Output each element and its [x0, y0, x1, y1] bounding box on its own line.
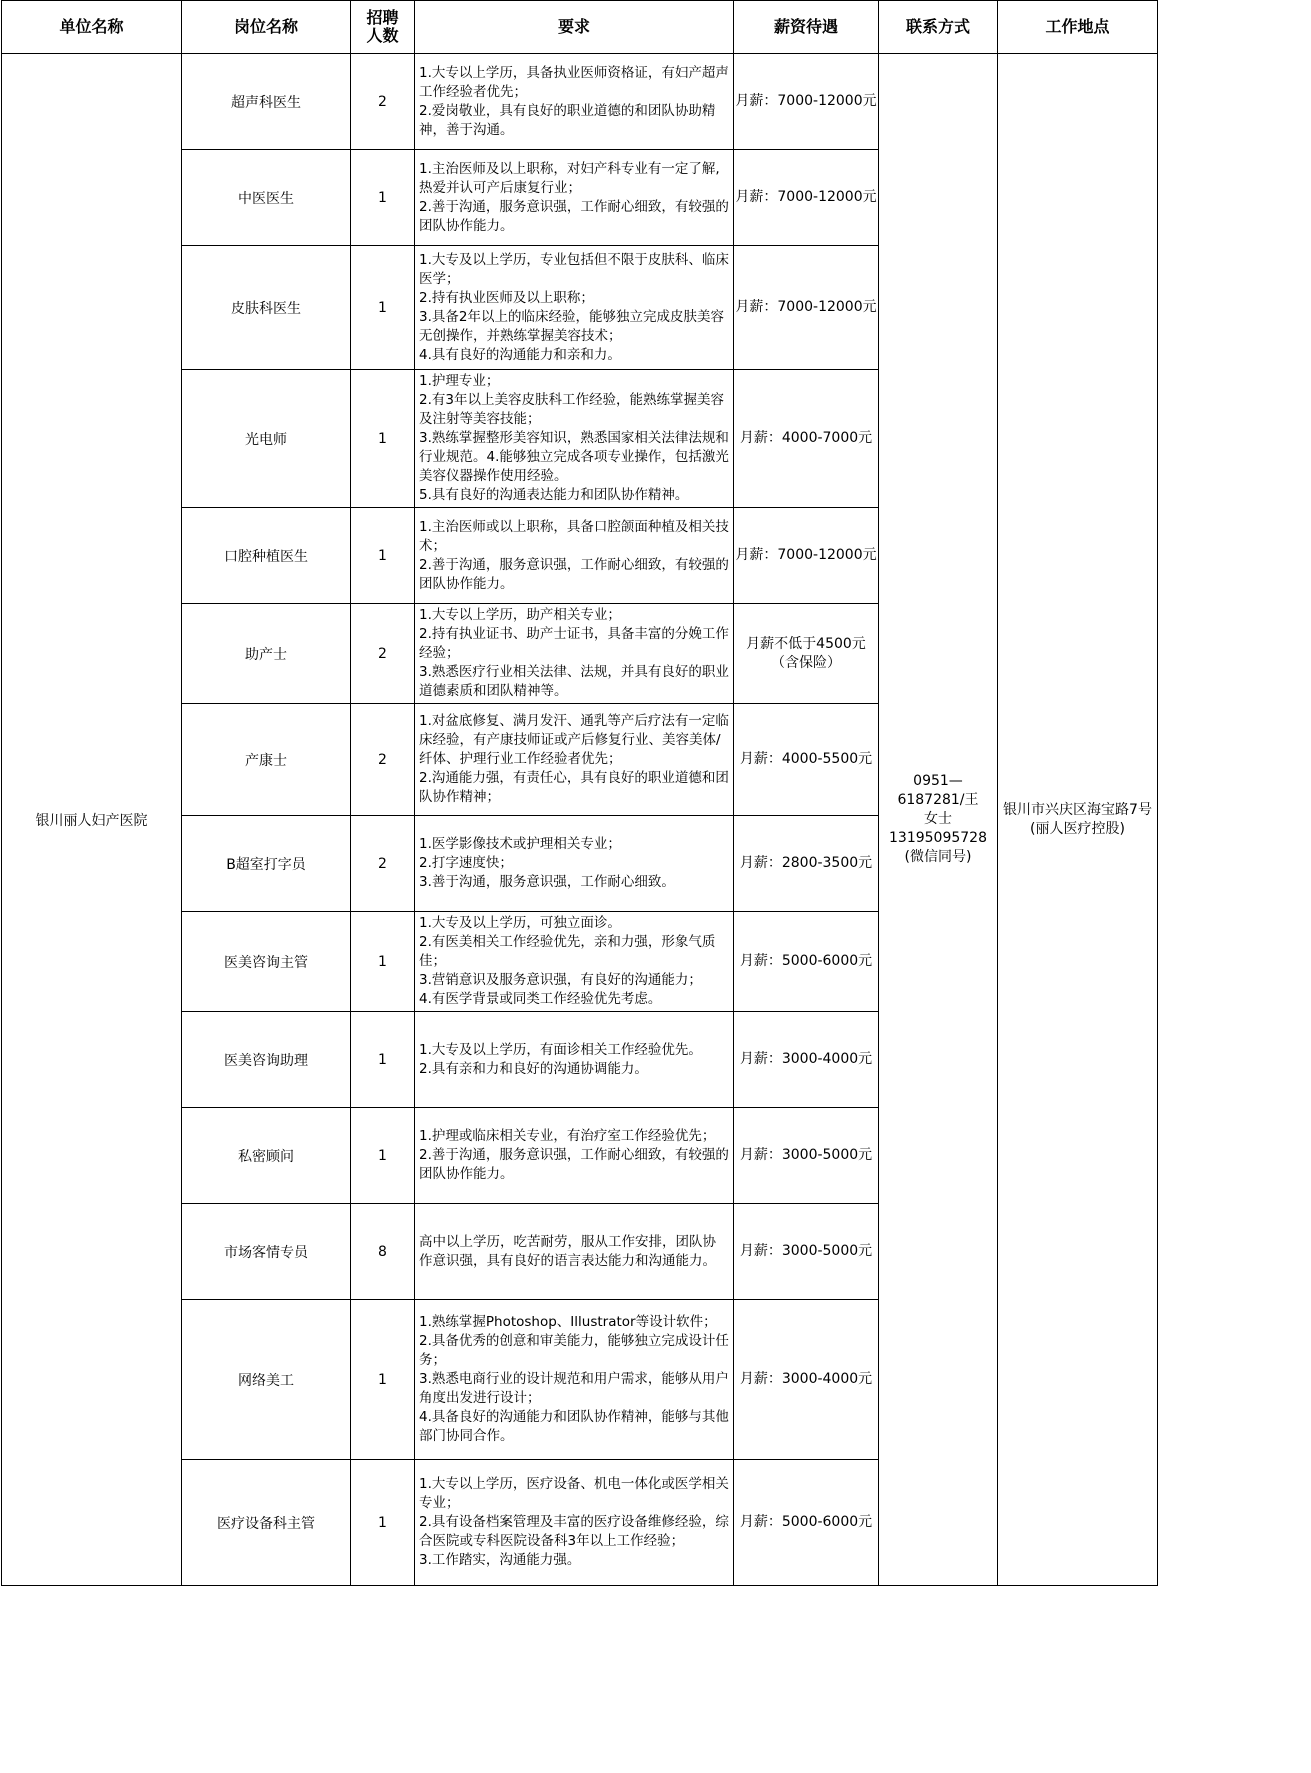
- salary-cell: [734, 508, 879, 604]
- position-name: 医美咨询助理: [182, 1012, 351, 1108]
- position-count: 1: [351, 508, 415, 604]
- requirement-line: 1.主治医师及以上职称，对妇产科专业有一定了解,热爱并认可产后康复行业；: [419, 160, 720, 196]
- requirements-cell: [415, 1108, 734, 1204]
- header-unit: 单位名称: [2, 1, 182, 54]
- position-name: 超声科医生: [182, 54, 351, 150]
- salary-line: 月薪：3000-5000元: [739, 1147, 873, 1163]
- position-count: 8: [351, 1204, 415, 1300]
- work-location: [998, 54, 1158, 1586]
- requirement-line: 4.具备良好的沟通能力和团队协作精神，能够与其他部门协同合作。: [419, 1409, 729, 1444]
- salary-line: 月薪：7000-12000元: [735, 189, 877, 205]
- position-count: 2: [351, 604, 415, 704]
- position-count: 1: [351, 246, 415, 370]
- salary-cell: [734, 704, 879, 816]
- requirements-cell: [415, 150, 734, 246]
- position-count: 1: [351, 1108, 415, 1204]
- position-name: 口腔种植医生: [182, 508, 351, 604]
- position-name: 私密顾问: [182, 1108, 351, 1204]
- salary-cell: [734, 604, 879, 704]
- requirements-cell: [415, 1012, 734, 1108]
- unit-name: 银川丽人妇产医院: [2, 54, 182, 1586]
- requirement-line: 4.有医学背景或同类工作经验优先考虑。: [419, 991, 662, 1007]
- requirement-line: 1.主治医师或以上职称，具备口腔颌面种植及相关技术；: [419, 518, 729, 554]
- requirements-cell: [415, 912, 734, 1012]
- position-name: 皮肤科医生: [182, 246, 351, 370]
- contact-info: [879, 54, 998, 1586]
- requirement-line: 2.爱岗敬业，具有良好的职业道德的和团队协助精神，善于沟通。: [419, 102, 716, 138]
- position-name: 网络美工: [182, 1300, 351, 1460]
- contact-line: 女士13195095728: [889, 811, 987, 846]
- position-name: 医美咨询主管: [182, 912, 351, 1012]
- requirement-line: 3.具备2年以上的临床经验，能够独立完成皮肤美容无创操作，并熟练掌握美容技术；: [419, 308, 724, 344]
- requirement-line: 2.具备优秀的创意和审美能力，能够独立完成设计任务；: [419, 1333, 729, 1368]
- requirement-line: 3.营销意识及服务意识强，有良好的沟通能力；: [419, 972, 702, 988]
- requirement-line: 1.大专以上学历，助产相关专业；: [419, 607, 621, 623]
- position-name: 光电师: [182, 370, 351, 508]
- requirements-cell: [415, 1204, 734, 1300]
- location-line: (丽人医疗控股): [1030, 820, 1125, 837]
- position-count: 1: [351, 1300, 415, 1460]
- salary-line: 月薪不低于4500元: [746, 635, 866, 652]
- requirement-line: 4.具有良好的沟通能力和亲和力。: [419, 346, 621, 363]
- requirement-line: 1.护理专业；: [419, 373, 500, 389]
- salary-line: 月薪：7000-12000元: [735, 547, 877, 563]
- header-count-line1: 招聘: [366, 8, 399, 27]
- requirement-line: 1.大专及以上学历，可独立面诊。: [419, 915, 621, 931]
- header-count-line2: 人数: [366, 26, 399, 45]
- requirements-cell: [415, 54, 734, 150]
- requirements-cell: [415, 508, 734, 604]
- requirements-cell: [415, 816, 734, 912]
- header-contact: 联系方式: [879, 1, 998, 54]
- requirement-line: 1.大专及以上学历，专业包括但不限于皮肤科、临床医学；: [419, 251, 729, 287]
- requirement-line: 5.具有良好的沟通表达能力和团队协作精神。: [419, 487, 689, 503]
- job-table: [1, 0, 1311, 1586]
- table-row: [2, 54, 1311, 150]
- requirement-line: 3.熟悉电商行业的设计规范和用户需求，能够从用户角度出发进行设计；: [419, 1371, 729, 1406]
- requirements-cell: [415, 704, 734, 816]
- contact-line: 0951—6187281/王: [897, 773, 979, 808]
- salary-cell: [734, 54, 879, 150]
- requirement-line: 3.善于沟通，服务意识强，工作耐心细致。: [419, 874, 675, 890]
- position-count: 2: [351, 54, 415, 150]
- salary-line: 月薪：4000-5500元: [739, 751, 873, 767]
- requirements-cell: [415, 1460, 734, 1586]
- header-count: [351, 1, 415, 54]
- requirement-line: 2.有医美相关工作经验优先，亲和力强，形象气质佳；: [419, 934, 716, 969]
- requirement-line: 3.熟悉医疗行业相关法律、法规，并具有良好的职业道德素质和团队精神等。: [419, 664, 729, 699]
- requirements-cell: [415, 604, 734, 704]
- requirement-line: 1.大专以上学历，医疗设备、机电一体化或医学相关专业；: [419, 1476, 729, 1511]
- salary-line: 月薪：2800-3500元: [739, 855, 873, 871]
- salary-line: 月薪：3000-4000元: [739, 1371, 873, 1387]
- position-name: 助产士: [182, 604, 351, 704]
- header-requirements: 要求: [415, 1, 734, 54]
- position-name: 中医医生: [182, 150, 351, 246]
- requirement-line: 2.沟通能力强，有责任心，具有良好的职业道德和团队协作精神；: [419, 770, 729, 805]
- salary-cell: [734, 912, 879, 1012]
- requirement-line: 2.持有执业医师及以上职称；: [419, 289, 594, 306]
- position-count: 2: [351, 704, 415, 816]
- salary-cell: [734, 370, 879, 508]
- position-count: 1: [351, 912, 415, 1012]
- requirement-line: 2.有3年以上美容皮肤科工作经验，能熟练掌握美容及注射等美容技能；: [419, 392, 724, 427]
- requirement-line: 2.善于沟通，服务意识强，工作耐心细致，有较强的团队协作能力。: [419, 198, 729, 234]
- header-position: 岗位名称: [182, 1, 351, 54]
- requirement-line: 3.熟练掌握整形美容知识，熟悉国家相关法律法规和行业规范。4.能够独立完成各项专业操作，包括激光美容仪器操作使用经验。: [419, 430, 729, 484]
- salary-cell: [734, 1012, 879, 1108]
- requirement-line: 2.具有设备档案管理及丰富的医疗设备维修经验，综合医院或专科医院设备科3年以上工作经验；: [419, 1514, 729, 1549]
- salary-cell: [734, 1300, 879, 1460]
- salary-cell: [734, 1204, 879, 1300]
- position-name: 市场客情专员: [182, 1204, 351, 1300]
- salary-cell: [734, 1108, 879, 1204]
- salary-line: 月薪：5000-6000元: [739, 1514, 873, 1530]
- location-line: 银川市兴庆区海宝路7号: [1003, 801, 1152, 818]
- requirement-line: 1.对盆底修复、满月发汗、通乳等产后疗法有一定临床经验，有产康技师证或产后修复行业、美容美体/纤体、护理行业工作经验者优先；: [419, 713, 729, 767]
- position-count: 2: [351, 816, 415, 912]
- position-count: 1: [351, 150, 415, 246]
- requirement-line: 1.护理或临床相关专业，有治疗室工作经验优先；: [419, 1128, 716, 1144]
- requirements-cell: [415, 370, 734, 508]
- header-location: 工作地点: [998, 1, 1158, 54]
- contact-line: (微信同号): [904, 849, 972, 865]
- salary-line: 月薪：7000-12000元: [735, 299, 877, 315]
- requirement-line: 1.大专及以上学历，有面诊相关工作经验优先。: [419, 1041, 702, 1058]
- requirement-line: 1.熟练掌握Photoshop、Illustrator等设计软件；: [419, 1314, 717, 1330]
- requirement-line: 2.善于沟通，服务意识强，工作耐心细致，有较强的团队协作能力。: [419, 556, 729, 592]
- requirement-line: 2.具有亲和力和良好的沟通协调能力。: [419, 1060, 648, 1077]
- salary-line: 月薪：5000-6000元: [739, 953, 873, 969]
- requirements-cell: [415, 1300, 734, 1460]
- salary-line: 月薪：3000-5000元: [739, 1243, 873, 1259]
- salary-cell: [734, 150, 879, 246]
- salary-line: 月薪：7000-12000元: [735, 93, 877, 109]
- salary-line: 月薪：3000-4000元: [739, 1051, 873, 1067]
- requirement-line: 3.工作踏实，沟通能力强。: [419, 1552, 581, 1568]
- position-count: 1: [351, 370, 415, 508]
- position-name: 产康士: [182, 704, 351, 816]
- position-count: 1: [351, 1012, 415, 1108]
- salary-line: 月薪：4000-7000元: [739, 430, 873, 446]
- salary-cell: [734, 1460, 879, 1586]
- requirement-line: 1.医学影像技术或护理相关专业；: [419, 836, 621, 852]
- position-name: 医疗设备科主管: [182, 1460, 351, 1586]
- salary-cell: [734, 246, 879, 370]
- header-row: [2, 1, 1311, 54]
- requirement-line: 高中以上学历，吃苦耐劳，服从工作安排，团队协作意识强，具有良好的语言表达能力和沟通能力。: [419, 1233, 716, 1269]
- requirement-line: 2.善于沟通，服务意识强，工作耐心细致，有较强的团队协作能力。: [419, 1147, 729, 1182]
- requirement-line: 2.打字速度快；: [419, 855, 513, 871]
- salary-line: （含保险）: [771, 654, 841, 671]
- requirement-line: 2.持有执业证书、助产士证书，具备丰富的分娩工作经验；: [419, 626, 729, 661]
- position-name: B超室打字员: [182, 816, 351, 912]
- position-count: 1: [351, 1460, 415, 1586]
- salary-cell: [734, 816, 879, 912]
- requirement-line: 1.大专以上学历，具备执业医师资格证，有妇产超声工作经验者优先；: [419, 64, 729, 100]
- requirements-cell: [415, 246, 734, 370]
- header-salary: 薪资待遇: [734, 1, 879, 54]
